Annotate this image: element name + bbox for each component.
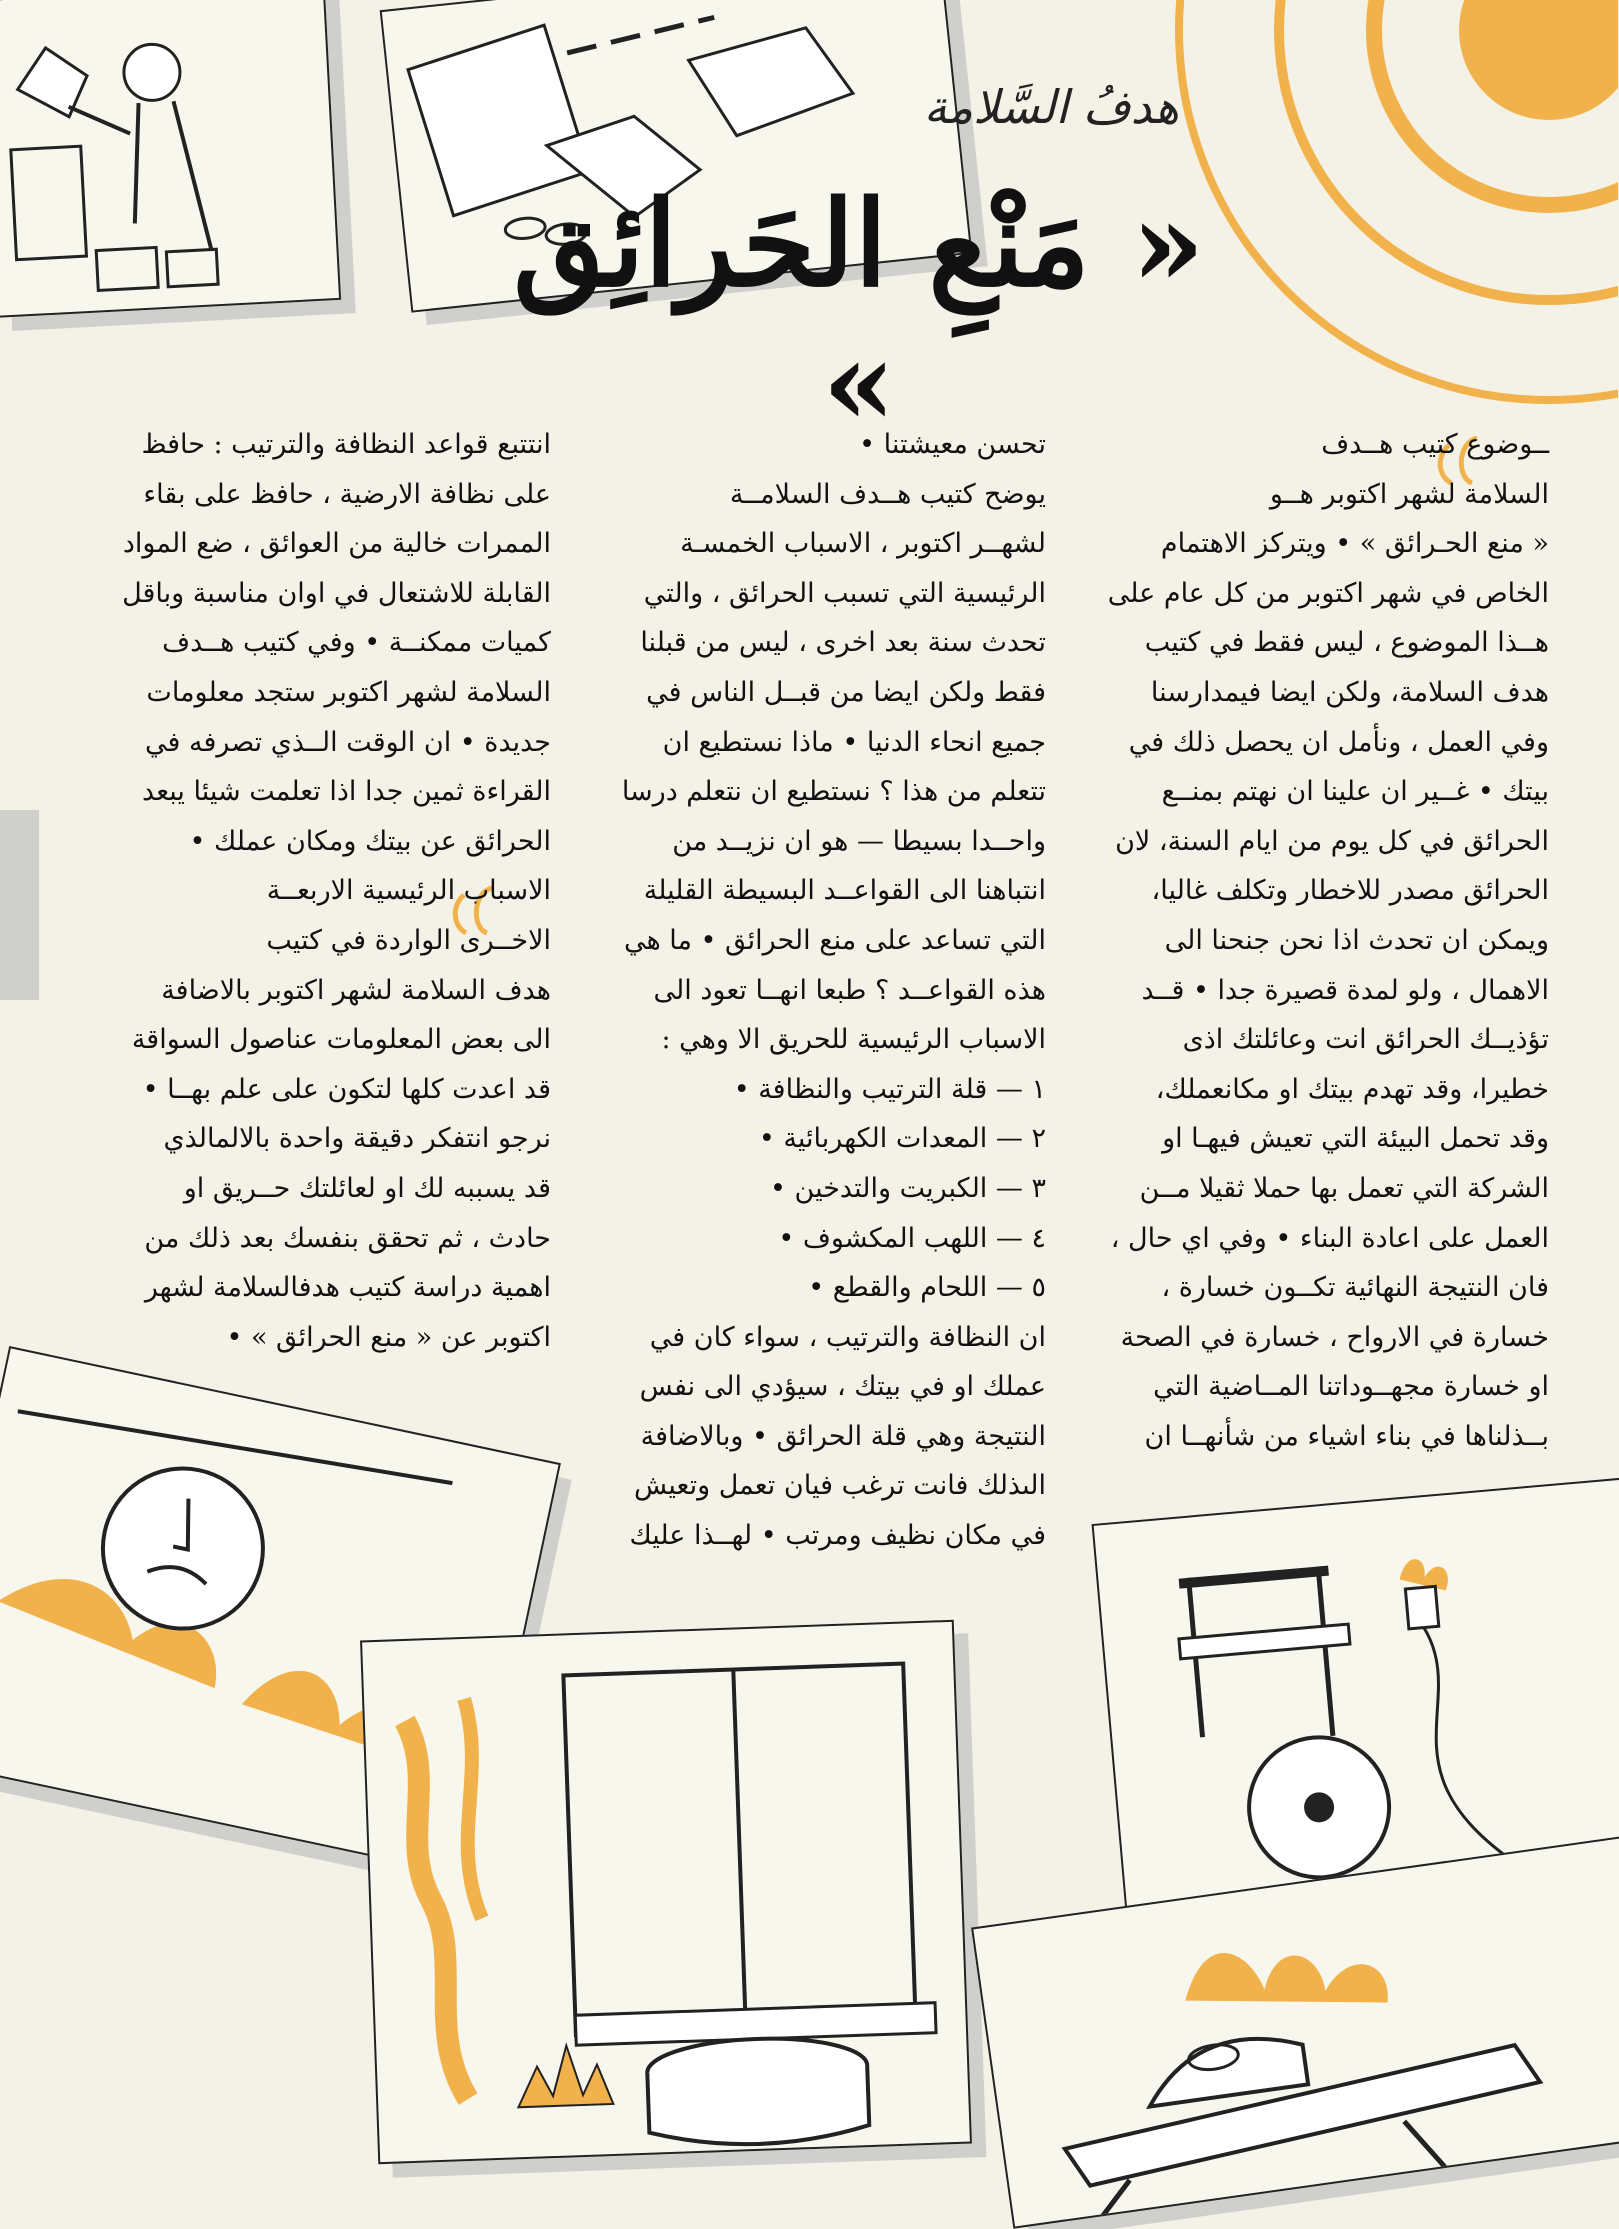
side-panel-decoration [0, 810, 40, 1000]
iron-fire-illustration [972, 1835, 1619, 2228]
wastebasket-man-illustration [0, 0, 342, 318]
text-column-left: انتتبع قواعد النظافة والترتيب : حافظ على نظافة الارضية ، حافظ على بقاء الممرات خالية من العوائق ، ضع المواد القابلة للاشتعال في اوان مناسبة وباقل كميات ممكنــة • وفي كتيب هــدف السلامة لشهر اكتوبر ستجد معلومات جديدة • ان الوقت الــذي تصرفه في القراءة ثمين جدا اذا تعلمت شيئا يبعد الحرائق عن بيتك ومكان عملك • الاسباب الرئيسية الاربعــة الاخــرى الواردة في كتيب هدف السلامة لشهر اكتوبر بالاضافة الى بعض المعلومات عناصول السواقة قد اعدت كلها لتكون على علم بهــا • نرجو انتفكر دقيقة واحدة بالالمالذي قد يسببه لك او لعائلتك حــريق او حادث ، ثم تحقق بنفسك بعد ذلك من اهمية دراسة كتيب هدفالسلامة لشهر اكتوبر عن « منع الحرائق » • [123, 429, 552, 1353]
page-title: « مَنْعِ الحَرائِق » [514, 174, 1206, 452]
header-block [480, 80, 1240, 452]
header-kicker: هدفُ السَّلامة [924, 80, 1180, 134]
text-column-right: ــوضوع كتيب هــدف السلامة لشهر اكتوبر هــو « منع الحـرائق » • ويتركز الاهتمام الخاص في شهر اكتوبر من كل عام على هــذا الموضوع ، ليس فقط في كتيب هدف السلامة، ولكن ايضا فيمدارسنا وفي العمل ، ونأمل ان يحصل ذلك في بيتك • غــير ان علينا ان نهتم بمنــع الحرائق في كل يوم من ايام السنة، لان الحرائق مصدر للاخطار وتكلف غاليا، ويمكن ان تحدث اذا نحن جنحنا الى الاهمال ، ولو لمدة قصيرة جدا • قــد تؤذيــك الحرائق انت وعائلتك اذى خطيرا، وقد تهدم بيتك او مكانعملك، وقد تحمل البيئة التي تعيش فيهـا او الشركة التي تعمل بها حملا ثقيلا مــن العمل على اعادة البناء • وفي اي حال ، فان النتيجة النهائية تكــون خسارة ، خسارة في الارواح ، خسارة في الصحة او خسارة مجهــوداتنا المــاضية التي بــذلناها في بناء اشياء من شأنهــا ان [1108, 429, 1550, 1452]
window-curtain-fire-illustration [361, 1620, 973, 2164]
text-column-middle: تحسن معيشتنا • يوضح كتيب هــدف السلامــة لشهــر اكتوبر ، الاسباب الخمسـة الرئيسية التي تسبب الحرائق ، والتي تحدث سنة بعد اخرى ، ليس من قبلنا فقط ولكن ايضا من قبــل الناس في جميع انحاء الدنيا • ماذا نستطيع ان تتعلم من هذا ؟ نستطيع ان نتعلم درسا واحــدا بسيطا — هو ان نزيــد من انتباهنا الى القواعــد البسيطة القليلة التي تساعد على منع الحرائق • ما هي هذه القواعــد ؟ طبعا انهــا تعود الى الاسباب الرئيسية للحريق الا وهي : ١ — قلة الترتيب والنظافة • ٢ — المعدات الكهربائية • ٣ — الكبريت والتدخين • ٤ — اللهب المكشوف • ٥ — اللحام والقطع • ان النظافة والترتيب ، سواء كان في عملك او في بيتك ، سيؤدي الى نفس النتيجة وهي قلة الحرائق • وبالاضافة الىذلك فانت ترغب فيان تعمل وتعيش في مكان نظيف ومرتب • لهــذا عليك [622, 429, 1047, 1552]
